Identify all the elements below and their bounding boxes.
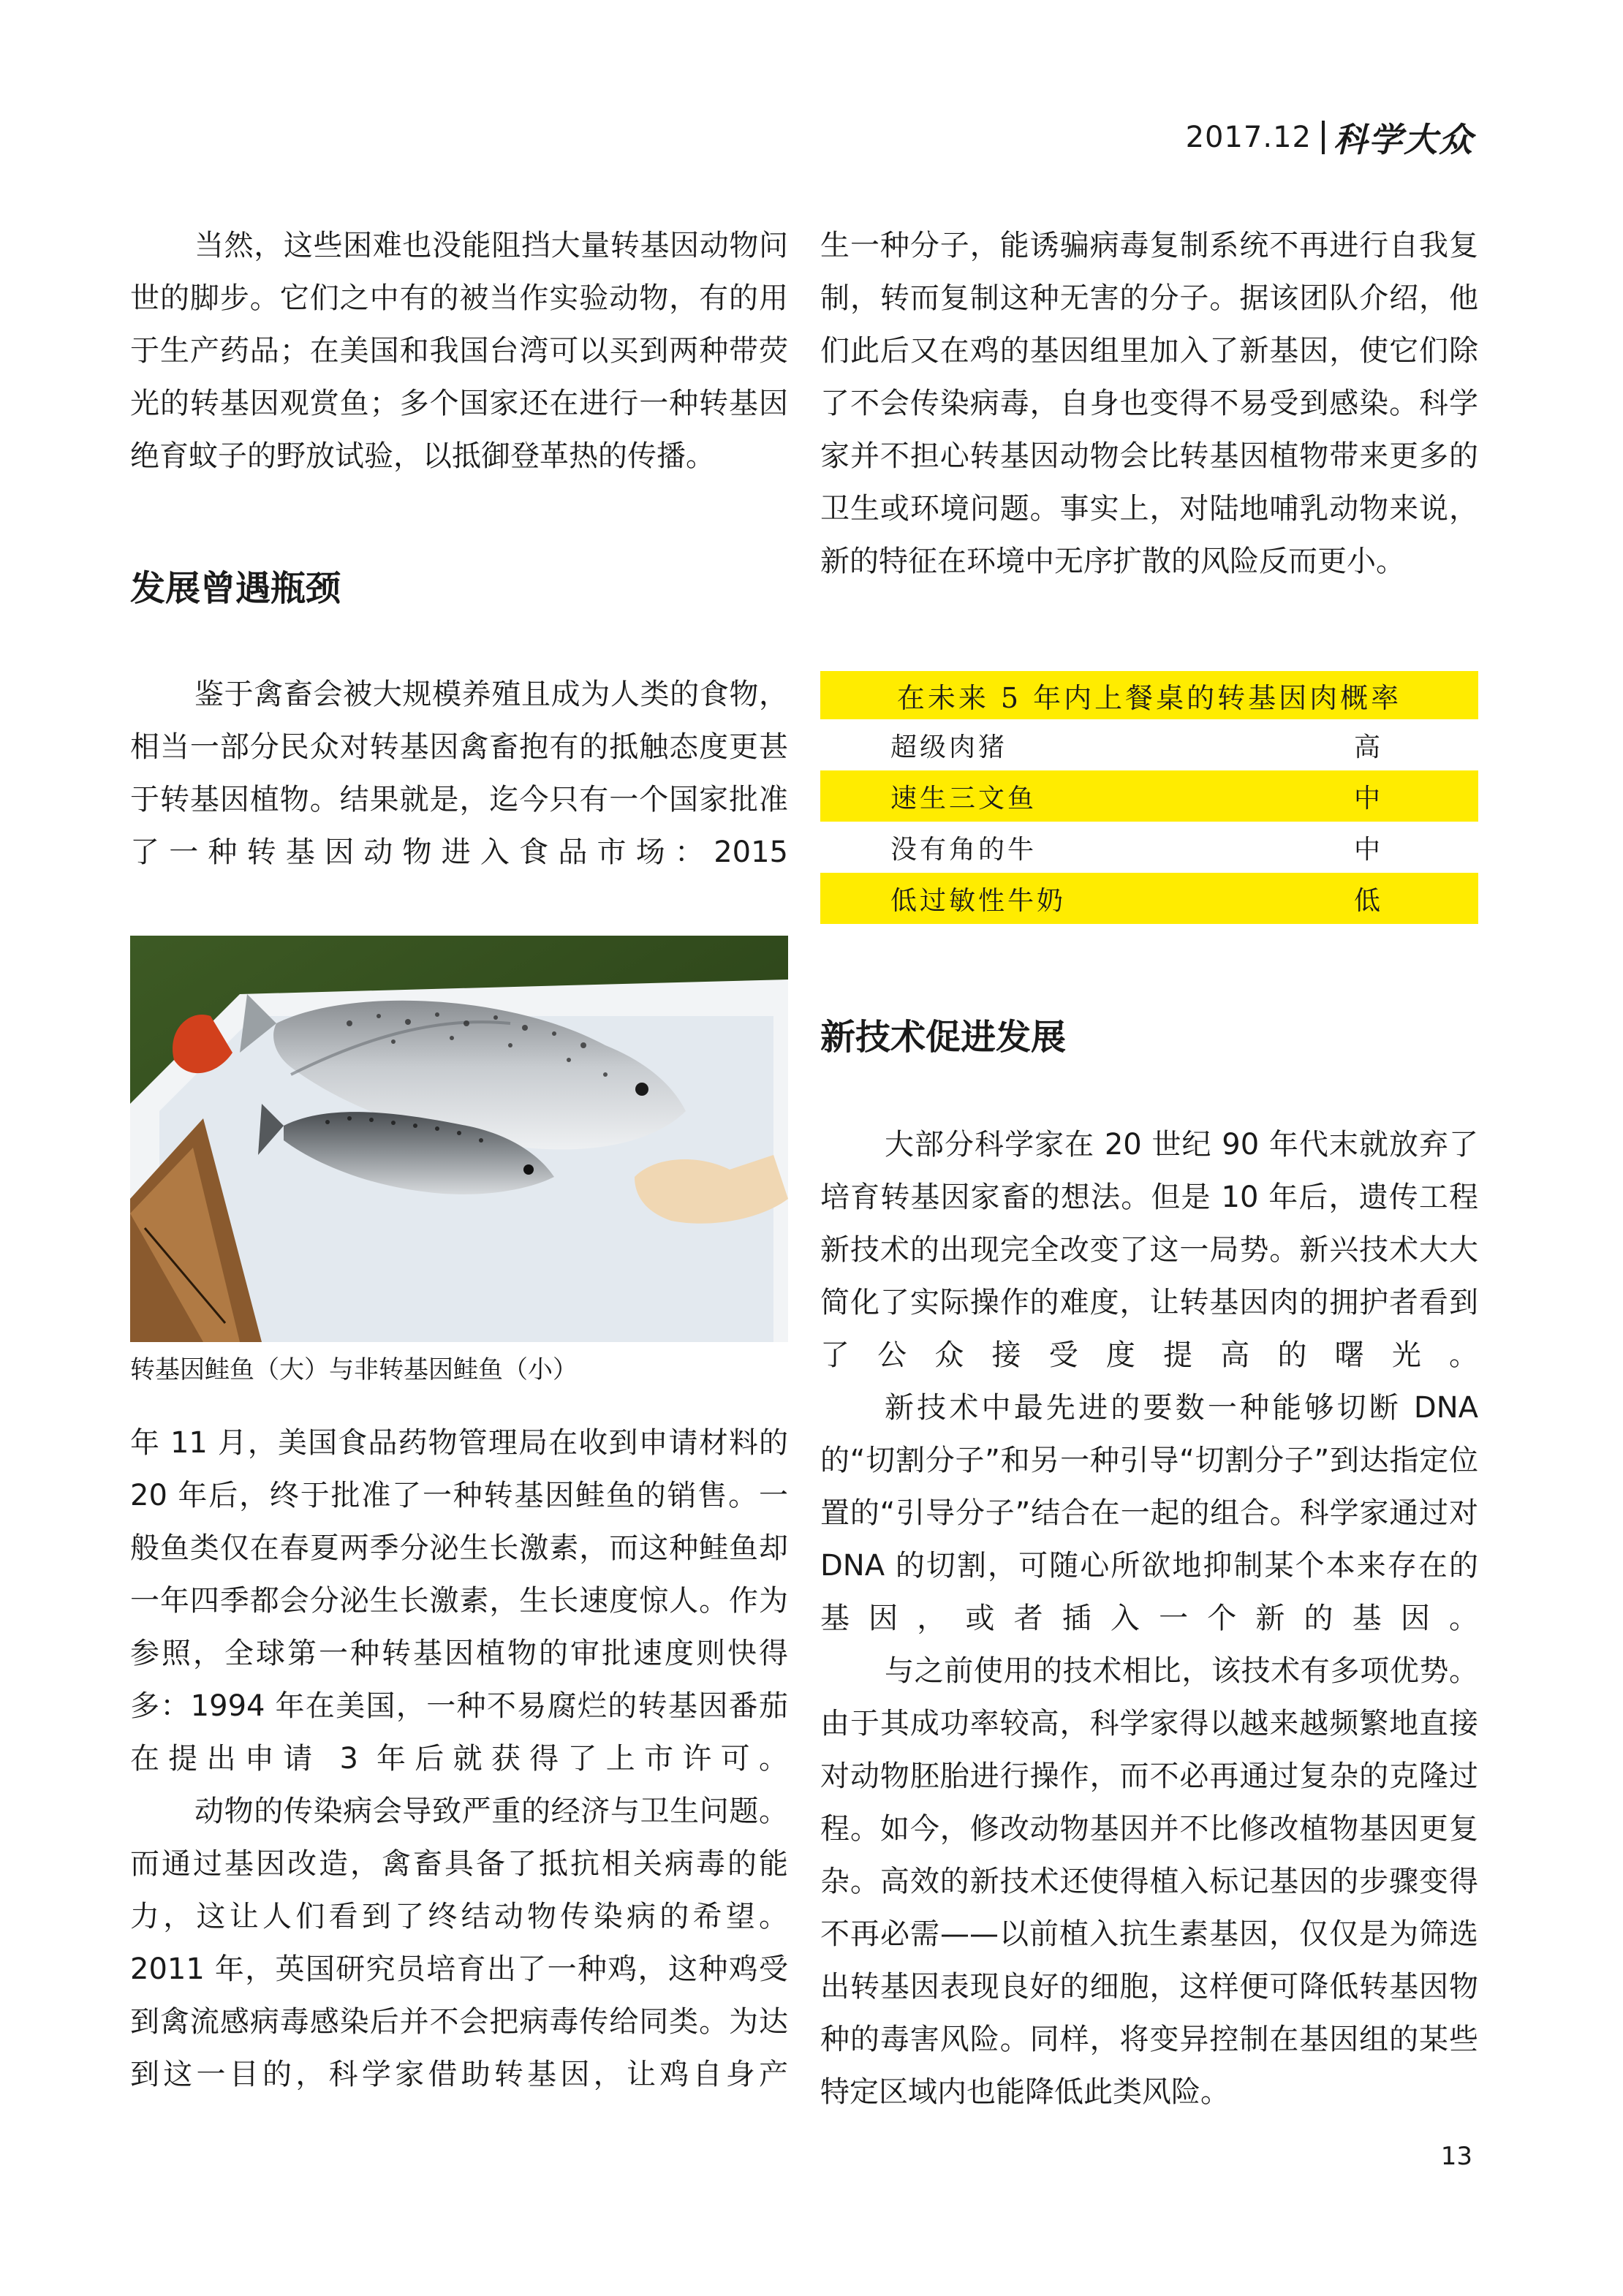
- row-name: 超级肉猪: [890, 732, 1008, 762]
- page-header: [1186, 115, 1474, 159]
- row-level: 中: [1353, 783, 1383, 814]
- salmon-photo: [130, 936, 788, 1342]
- row-name: 速生三文鱼: [890, 783, 1037, 814]
- section-heading: 新技术促进发展: [820, 1017, 1067, 1058]
- magazine-logo: 科学大众: [1333, 120, 1474, 159]
- row-name: 没有角的牛: [890, 834, 1037, 865]
- paragraph: 生一种分子，能诱骗病毒复制系统不再进行自我复制，转而复制这种无害的分子。据该团队介绍，他们此后又在鸡的基因组里加入了新基因，使它们除了不会传染病毒，自身也变得不易受到感染。科学家并不担心转基因动物会比转基因植物带来更多的卫生或环境问题。事实上，对陆地哺乳动物来说，新的特征在环境中无序扩散的风险反而更小。: [820, 229, 1478, 578]
- paragraph: 动物的传染病会导致严重的经济与卫生问题。而通过基因改造，禽畜具备了抵抗相关病毒的能力，这让人们看到了终结动物传染病的希望。2011 年，英国研究员培育出了一种鸡，这种鸡受到禽流感病毒感染后并不会把病毒传给同类。为达到这一目的，科学家借助转基因，让鸡自身产: [130, 1795, 788, 2091]
- row-level: 中: [1353, 834, 1383, 865]
- table-row: [820, 770, 1478, 822]
- table-row: [820, 822, 1478, 873]
- table-title: 在未来 5 年内上餐桌的转基因肉概率: [896, 681, 1402, 714]
- right-column: [820, 219, 1478, 2120]
- section-heading: 发展曾遇瓶颈: [130, 568, 341, 609]
- paragraph: 年 11 月，美国食品药物管理局在收到申请材料的 20 年后，终于批准了一种转基因鲑鱼的销售。一般鱼类仅在春夏两季分泌生长激素，而这种鲑鱼却一年四季都会分泌生长激素，生长速度惊人。作为参照，全球第一种转基因植物的审批速度则快得多：1994 年在美国，一种不易腐烂的转基因番茄在提出申请 3 年后就获得了上市许可。: [130, 1426, 788, 1776]
- header-divider: [1322, 121, 1325, 154]
- row-level: 高: [1353, 732, 1383, 762]
- left-column: [130, 219, 788, 2153]
- issue-date: 2017.12: [1185, 121, 1312, 154]
- row-name: 低过敏性牛奶: [890, 885, 1067, 916]
- paragraph: 大部分科学家在 20 世纪 90 年代末就放弃了培育转基因家畜的想法。但是 10 年后，遗传工程新技术的出现完全改变了这一局势。新兴技术大大简化了实际操作的难度，让转基因肉的拥护者看到了公众接受度提高的曙光。: [820, 1128, 1478, 1372]
- paragraph: 新技术中最先进的要数一种能够切断 DNA 的“切割分子”和另一种引导“切割分子”到达指定位置的“引导分子”结合在一起的组合。科学家通过对 DNA 的切割，可随心所欲地抑制某个本来存在的基因，或者插入一个新的基因。: [820, 1391, 1478, 1635]
- table-title-row: [820, 671, 1478, 719]
- gm-meat-probability-table: [820, 671, 1478, 924]
- table-row: [820, 719, 1478, 770]
- paragraph: 与之前使用的技术相比，该技术有多项优势。由于其成功率较高，科学家得以越来越频繁地直接对动物胚胎进行操作，而不必再通过复杂的克隆过程。如今，修改动物基因并不比修改植物基因更复杂。高效的新技术还使得植入标记基因的步骤变得不再必需——以前植入抗生素基因，仅仅是为筛选出转基因表现良好的细胞，这样便可降低转基因物种的毒害风险。同样，将变异控制在基因组的某些特定区域内也能降低此类风险。: [820, 1654, 1478, 2109]
- salmon-illustration: [130, 936, 788, 1342]
- row-level: 低: [1353, 885, 1383, 916]
- photo-caption: 转基因鲑鱼（大）与非转基因鲑鱼（小）: [130, 1355, 578, 1384]
- page-number: 13: [1440, 2142, 1472, 2171]
- table-row: [820, 873, 1478, 924]
- paragraph: 鉴于禽畜会被大规模养殖且成为人类的食物，相当一部分民众对转基因禽畜抱有的抵触态度更甚于转基因植物。结果就是，迄今只有一个国家批准了一种转基因动物进入食品市场：2015: [130, 678, 788, 869]
- paragraph: 当然，这些困难也没能阻挡大量转基因动物问世的脚步。它们之中有的被当作实验动物，有的用于生产药品；在美国和我国台湾可以买到两种带荧光的转基因观赏鱼；多个国家还在进行一种转基因绝育蚊子的野放试验，以抵御登革热的传播。: [130, 229, 788, 473]
